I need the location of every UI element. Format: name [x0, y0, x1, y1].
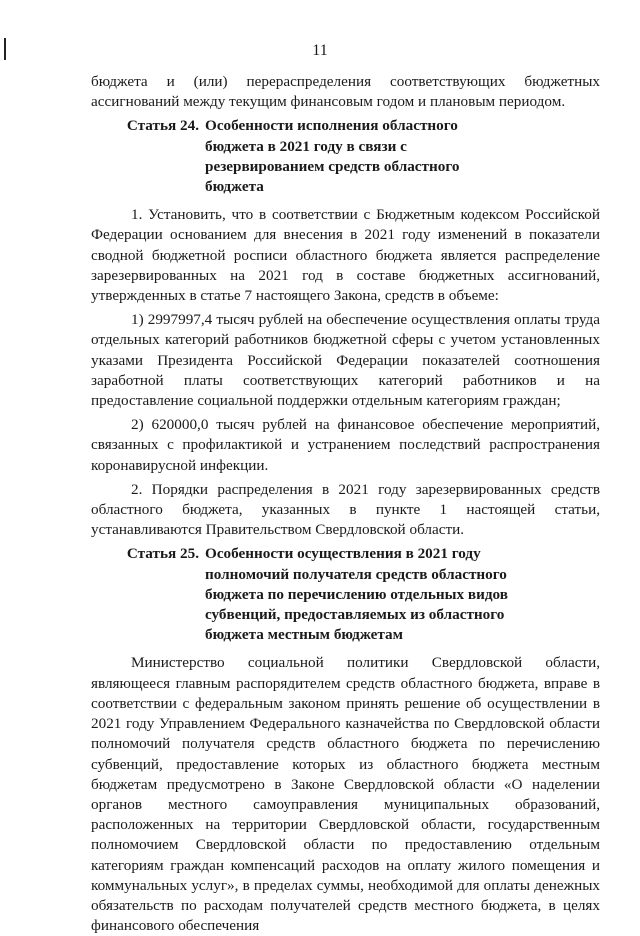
article-24-item-1: 1) 2997997,4 тысяч рублей на обеспечение осуществления оплаты труда отдельных категорий работников бюджетной сферы с учетом установленных указами Президента Российской Федерации показателей соотношения заработной платы соответствующих категорий работников и на предоставление социальной поддержки отдельным категориям граждан;	[91, 311, 600, 410]
article-24-title: Особенности исполнения областного бюджета в 2021 году в связи с резервированием средств областного бюджета	[205, 117, 460, 196]
article-24-item-2: 2) 620000,0 тысяч рублей на финансовое обеспечение мероприятий, связанных с профилактикой и устранением последствий распространения коронавирусной инфекции.	[91, 416, 600, 474]
article-24-paragraph-1: 1. Установить, что в соответствии с Бюджетным кодексом Российской Федерации основанием для внесения в 2021 году изменений в показатели сводной бюджетной росписи областного бюджета является распределение зарезервированных на 2021 год в составе бюджетных ассигнований, утвержденных в статье 7 настоящего Закона, средств в объеме:	[91, 206, 600, 305]
article-25-title: Особенности осуществления в 2021 году полномочий получателя средств областного бюджета по перечислению отдельных видов субвенций, предоставляемых из областного бюджета местным бюджетам	[205, 545, 508, 644]
article-24-paragraph-2: 2. Порядки распределения в 2021 году зарезервированных средств областного бюджета, указанных в пункте 1 настоящей статьи, устанавливаются Правительством Свердловской области.	[91, 480, 600, 539]
article-24-label: Статья 24.	[126, 117, 199, 135]
article-25-paragraph-1: Министерство социальной политики Свердловской области, являющееся главным распорядителем средств областного бюджета, вправе в соответствии с федеральным законом принять решение об осуществлении в 2021 году Управлением Федерального казначейства по Свердловской области полномочий получателя средств областного бюджета по перечислению субвенций, предоставление которых из областного бюджета местным бюджетам предусмотрено в Законе Свердловской области «О наделении органов местного самоуправления муниципальных образований, расположенных на территории Свердловской области, государственным полномочием Свердловской области по предоставлению отдельным категориям граждан компенсаций расходов на оплату жилого помещения и коммунальных услуг», в пределах суммы, необходимой для оплаты денежных обязательств по расходам получателей средств местного бюджета, в целях финансового обеспечения	[91, 654, 600, 935]
page-number: 11	[312, 42, 328, 59]
article-24-heading	[91, 116, 600, 197]
document-body	[91, 72, 600, 936]
opening-paragraph: бюджета и (или) перераспределения соответствующих бюджетных ассигнований между текущим финансовым годом и плановым периодом.	[91, 73, 600, 111]
article-25-label: Статья 25.	[126, 545, 199, 563]
article-25-heading	[91, 544, 600, 645]
